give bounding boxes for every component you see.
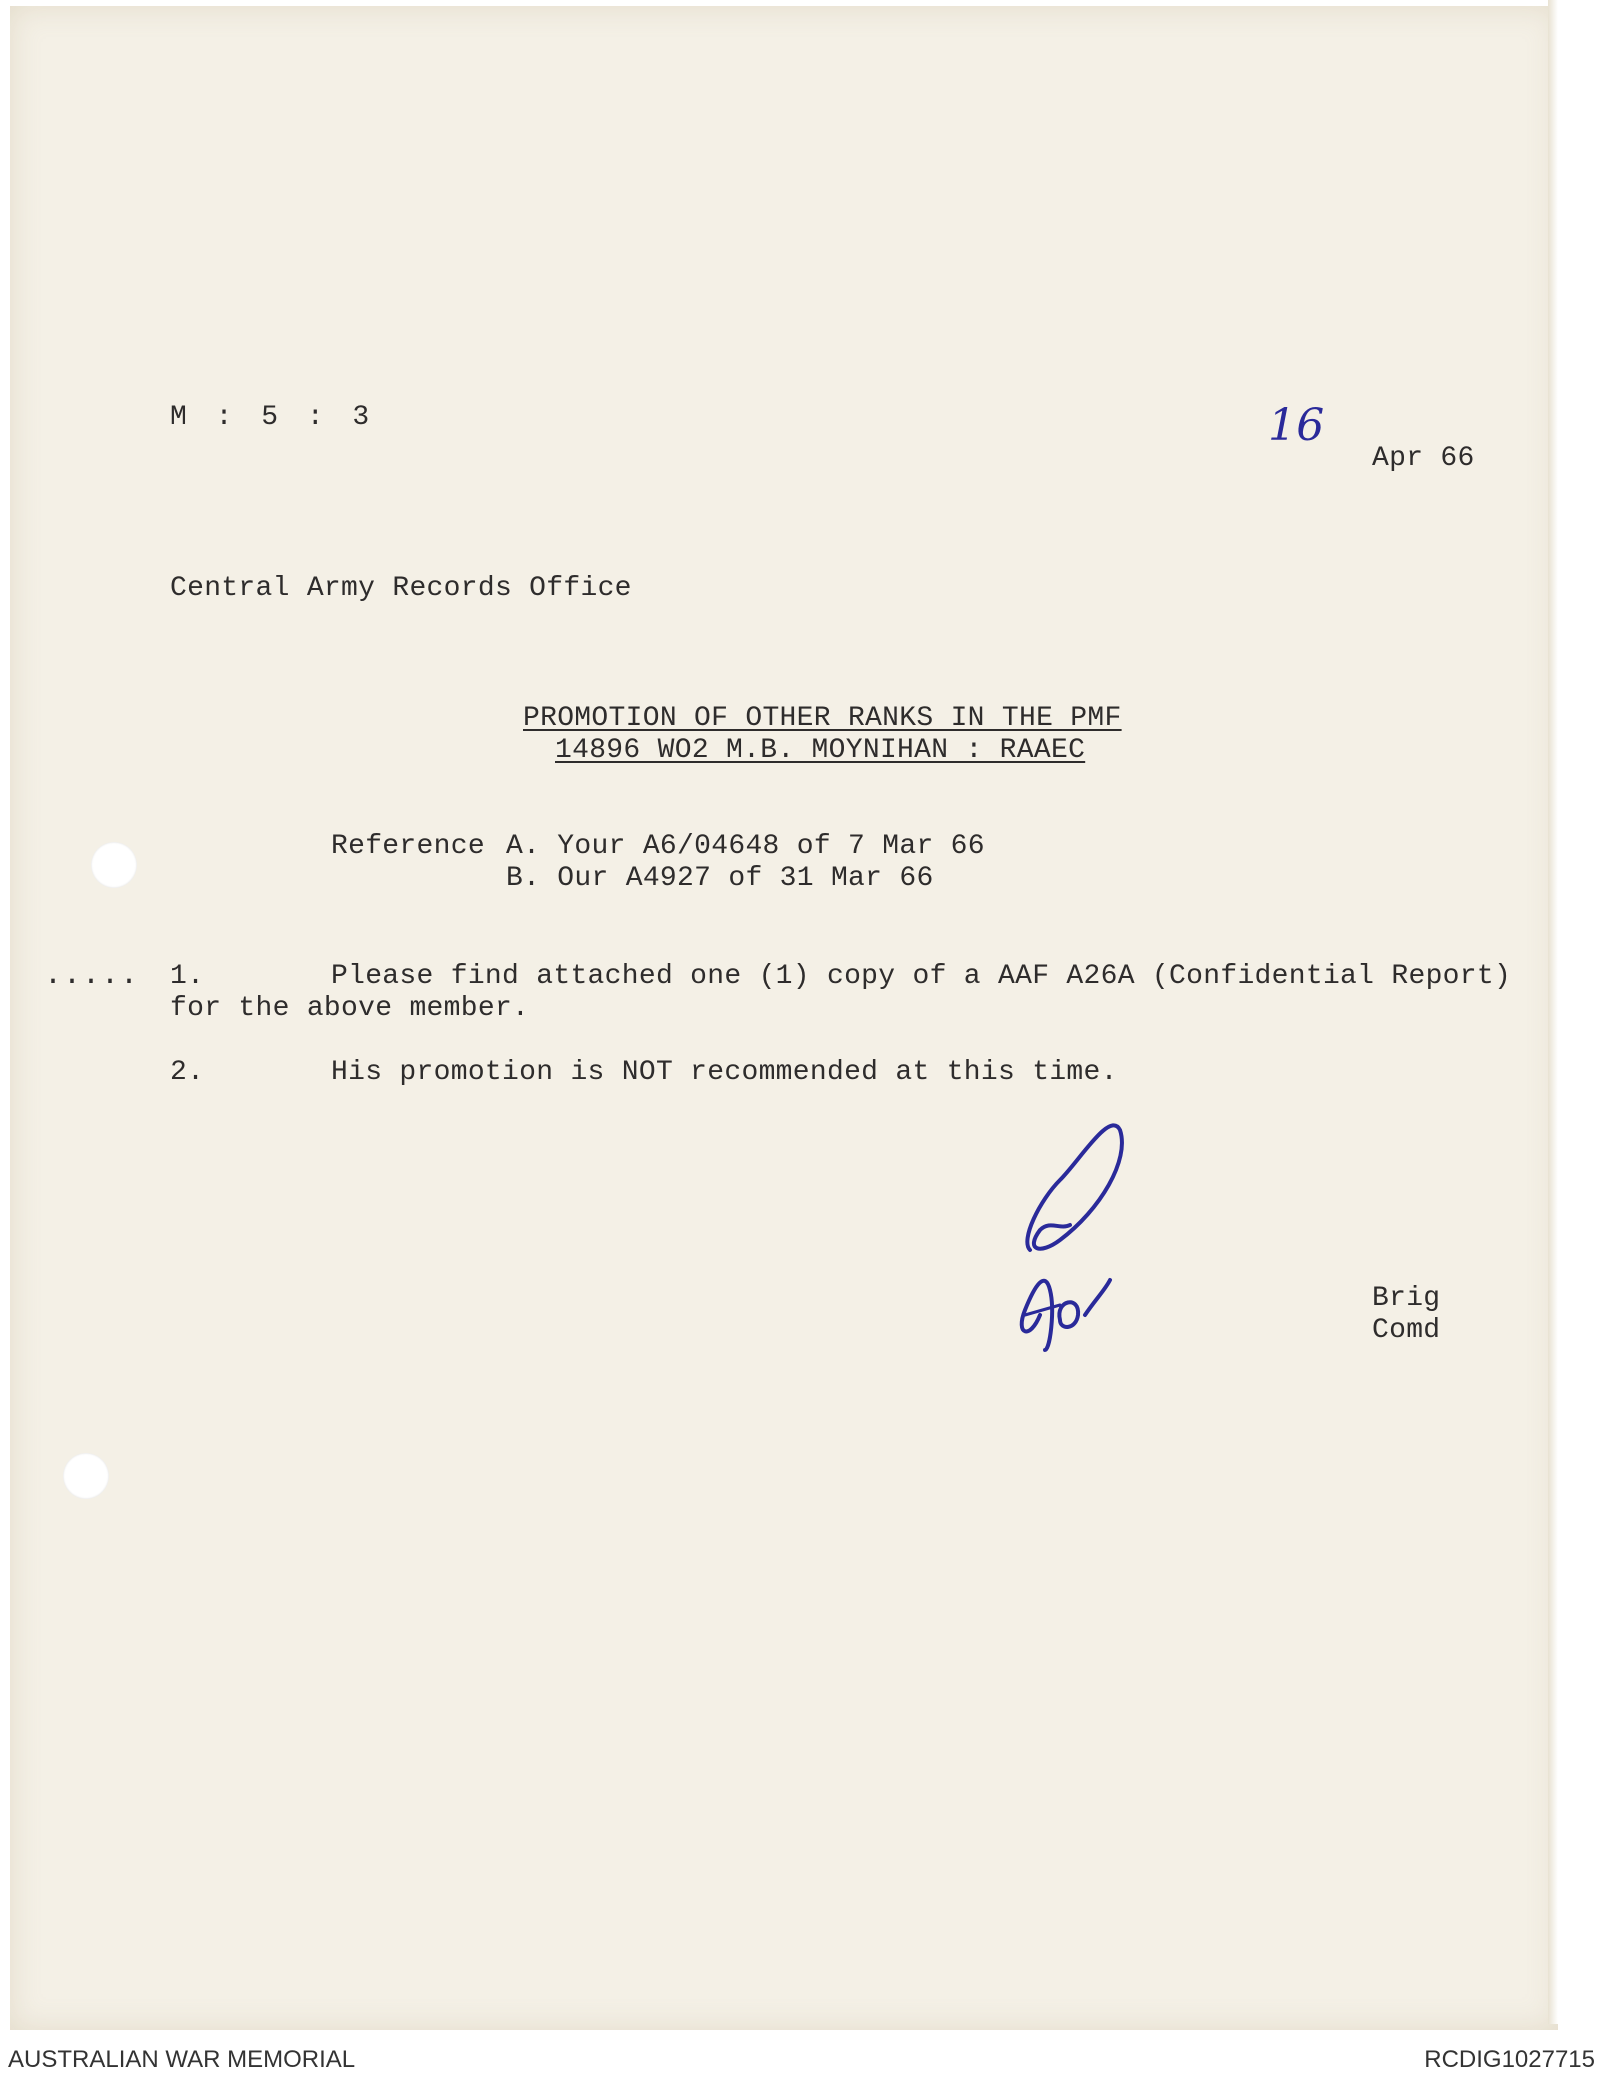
footer-record-id: RCDIG1027715 (1424, 2046, 1595, 2073)
signatory-title: Comd (1372, 1315, 1441, 1346)
document-title-line1: PROMOTION OF OTHER RANKS IN THE PMF (523, 703, 1122, 734)
paragraph-2-text: His promotion is NOT recommended at this time. (331, 1057, 1118, 1088)
reference-a: A. Your A6/04648 of 7 Mar 66 (506, 831, 985, 862)
paragraph-2-number: 2. (170, 1057, 205, 1088)
date-month-year: Apr 66 (1372, 443, 1475, 474)
signatory-rank: Brig (1372, 1283, 1441, 1314)
reference-b: B. Our A4927 of 31 Mar 66 (506, 863, 934, 894)
document-title-line2: 14896 WO2 M.B. MOYNIHAN : RAAEC (555, 735, 1086, 766)
footer-archive-name: AUSTRALIAN WAR MEMORIAL (8, 2046, 356, 2073)
archive-footer (0, 2036, 1605, 2082)
handwritten-date-day: 16 (1268, 400, 1325, 451)
addressee: Central Army Records Office (170, 573, 632, 604)
paragraph-1-number: 1. (170, 961, 205, 992)
margin-dots: ..... (44, 959, 140, 993)
file-reference: M : 5 : 3 (170, 402, 376, 433)
reference-label: Reference (331, 831, 485, 862)
punch-hole-top (91, 842, 137, 888)
paragraph-1-line2: for the above member. (170, 993, 530, 1024)
paragraph-1-line1: Please find attached one (1) copy of a AAF A26A (Confidential Report) (331, 961, 1512, 992)
paper-edge (1548, 0, 1558, 2024)
handwritten-signature (1000, 1100, 1160, 1360)
punch-hole-bottom (63, 1453, 109, 1499)
